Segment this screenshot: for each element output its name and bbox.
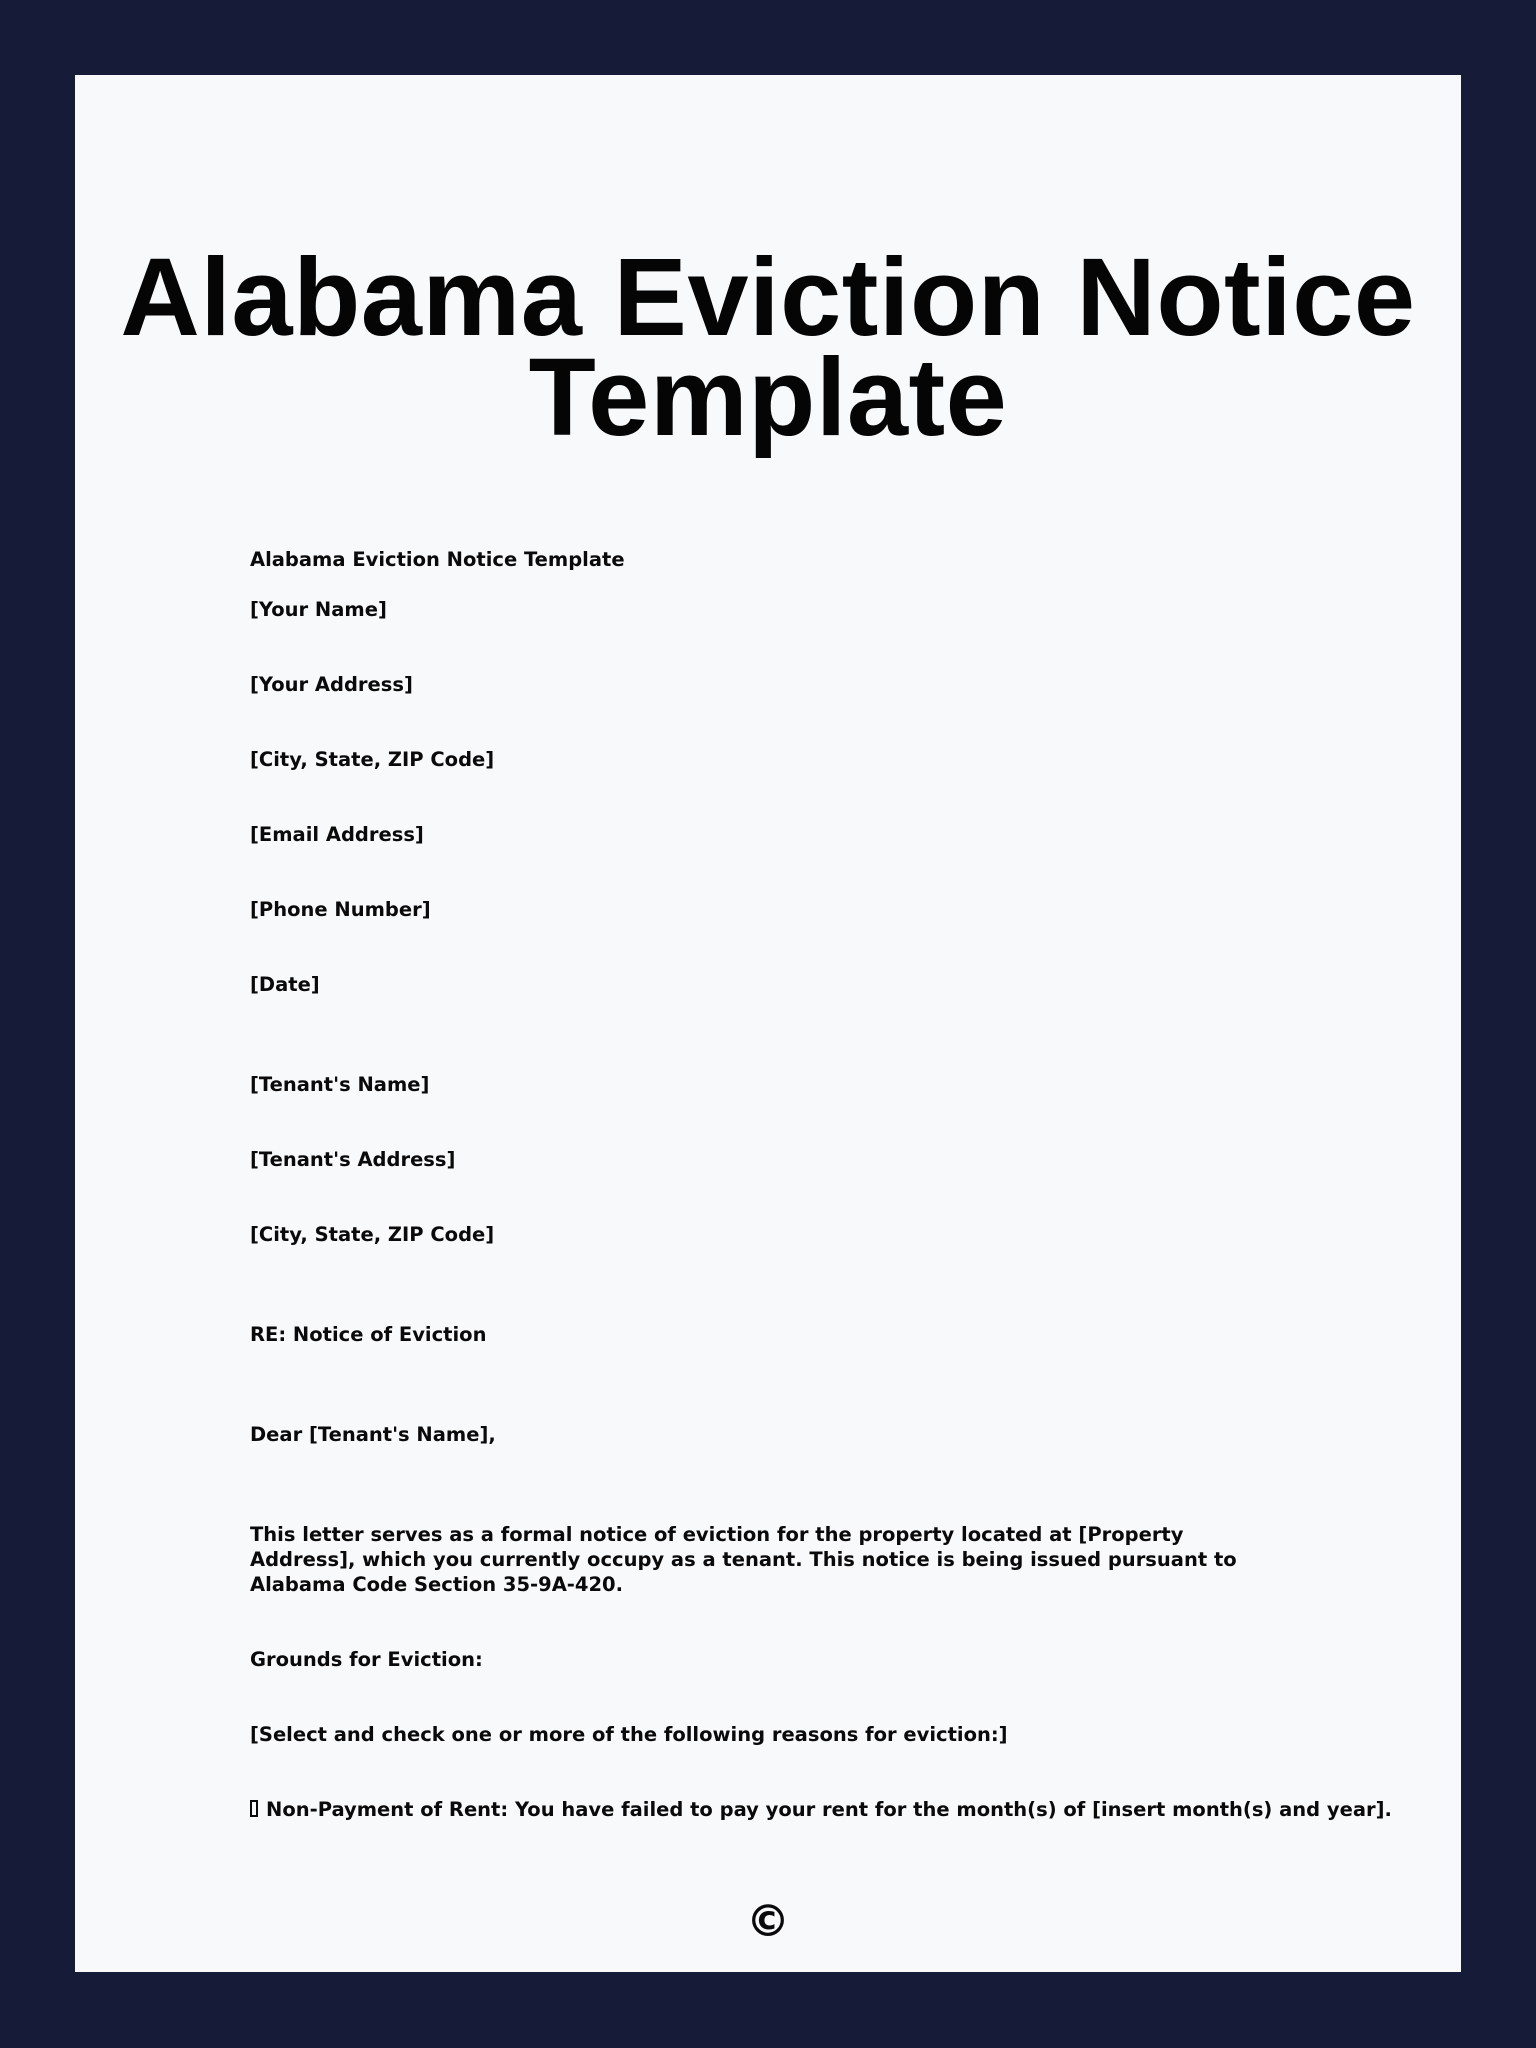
sender-address: [Your Address] — [250, 673, 413, 696]
re-line: RE: Notice of Eviction — [250, 1323, 487, 1346]
grounds-instruction: [Select and check one or more of the following reasons for eviction:] — [250, 1723, 1008, 1746]
grounds-heading: Grounds for Eviction: — [250, 1648, 483, 1671]
document-page — [75, 75, 1461, 1972]
sender-phone: [Phone Number] — [250, 898, 431, 921]
recipient-address: [Tenant's Address] — [250, 1148, 456, 1171]
reason-item — [250, 1797, 1392, 1822]
checkbox-icon[interactable] — [250, 1800, 258, 1817]
copyright-icon: © — [746, 1896, 790, 1947]
intro-paragraph: This letter serves as a formal notice of eviction for the property located at [Property Address], which you currently occupy as a tenant. This notice is being issued pursuant to Alabama Code Section 35-9A-420. — [250, 1523, 1237, 1596]
sender-email: [Email Address] — [250, 823, 424, 846]
page-title: Alabama Eviction Notice Template — [120, 236, 1416, 459]
document-subtitle: Alabama Eviction Notice Template — [250, 548, 625, 571]
recipient-name: [Tenant's Name] — [250, 1073, 430, 1096]
reason-text: Non-Payment of Rent: You have failed to pay your rent for the month(s) of [insert month(s) and year]. — [266, 1798, 1392, 1821]
letter-date: [Date] — [250, 973, 320, 996]
salutation: Dear [Tenant's Name], — [250, 1423, 496, 1446]
sender-name: [Your Name] — [250, 598, 387, 621]
recipient-city-state-zip: [City, State, ZIP Code] — [250, 1223, 495, 1246]
sender-city-state-zip: [City, State, ZIP Code] — [250, 748, 495, 771]
